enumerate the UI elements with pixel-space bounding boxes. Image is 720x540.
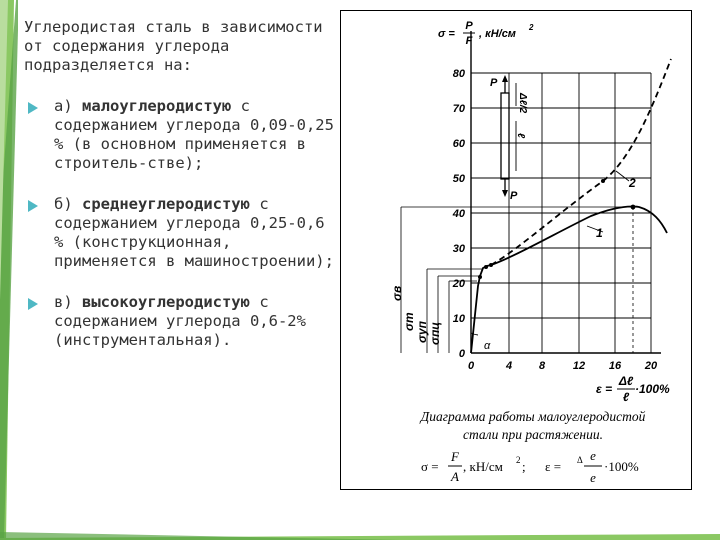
stress-strain-figure bbox=[340, 10, 692, 490]
svg-text:;: ; bbox=[522, 459, 526, 474]
y-tick-label: 0 bbox=[458, 348, 465, 360]
y-tick-label: 40 bbox=[452, 208, 465, 220]
y-tick-labels bbox=[452, 68, 466, 360]
x-axis-label bbox=[596, 374, 670, 404]
x-tick-label: 20 bbox=[644, 360, 658, 372]
svg-text:2: 2 bbox=[516, 455, 521, 465]
item-description: с содержанием углерода 0,09-0,25 % (в основном применяется в строитель-стве); bbox=[54, 97, 334, 172]
decorative-bottom-stripes bbox=[0, 520, 720, 540]
curve-2-label: 2 bbox=[629, 176, 636, 190]
svg-text:σ =: σ = bbox=[421, 459, 439, 474]
figure-caption bbox=[419, 409, 646, 442]
item-prefix: а) bbox=[54, 97, 82, 115]
curve-1-label: 1 bbox=[596, 226, 603, 240]
y-tick-label: 30 bbox=[452, 243, 465, 255]
svg-text:2: 2 bbox=[529, 23, 534, 32]
curve-markers bbox=[478, 179, 635, 279]
sigma-yield-label: σт bbox=[402, 312, 416, 331]
svg-text:F: F bbox=[465, 35, 473, 47]
specimen-elongation-label: Δℓ/2 bbox=[517, 93, 528, 114]
decorative-left-stripes bbox=[0, 0, 18, 540]
item-term: высокоуглеродистую bbox=[82, 293, 250, 311]
item-term: малоуглеродистую bbox=[82, 97, 232, 115]
arrow-bullet-icon bbox=[28, 102, 38, 114]
sigma-ultimate-label: σв bbox=[390, 285, 404, 301]
item-prefix: б) bbox=[54, 195, 82, 213]
alpha-label: α bbox=[484, 340, 491, 352]
caption-line-1: Диаграмма работы малоуглеродистой bbox=[420, 409, 646, 424]
list-item-high-carbon bbox=[24, 293, 342, 350]
y-tick-label: 70 bbox=[452, 103, 465, 115]
svg-text:e: e bbox=[590, 448, 596, 463]
svg-text:ℓ: ℓ bbox=[622, 390, 630, 404]
sigma-elastic-label: σуп bbox=[415, 321, 429, 343]
x-tick-label: 8 bbox=[538, 360, 546, 372]
x-tick-label: 16 bbox=[608, 360, 622, 372]
x-tick-labels bbox=[468, 360, 658, 372]
item-prefix: в) bbox=[54, 293, 82, 311]
item-term: среднеуглеродистую bbox=[82, 195, 250, 213]
y-axis-label bbox=[438, 20, 534, 47]
svg-text:Δℓ: Δℓ bbox=[618, 374, 634, 388]
intro-paragraph: Углеродистая сталь в зависимости от содержания углерода подразделяется на: bbox=[24, 18, 323, 74]
x-tick-label: 12 bbox=[572, 360, 586, 372]
arrow-bullet-icon bbox=[28, 200, 38, 212]
curve-1-solid bbox=[471, 206, 667, 353]
specimen-force-label: P bbox=[510, 190, 518, 202]
svg-text:·100%: ·100% bbox=[635, 382, 670, 396]
svg-text:P: P bbox=[465, 20, 473, 32]
sigma-proportional-label: σпц bbox=[428, 321, 442, 345]
item-description: с содержанием углерода 0,6-2% (инструментальная). bbox=[54, 293, 306, 349]
svg-text:A: A bbox=[451, 469, 459, 484]
x-tick-label: 4 bbox=[505, 360, 513, 372]
slide-text bbox=[24, 18, 342, 372]
arrow-bullet-icon bbox=[28, 298, 38, 310]
y-tick-label: 20 bbox=[452, 278, 465, 290]
formula bbox=[421, 448, 639, 485]
y-tick-label: 50 bbox=[452, 173, 465, 185]
list-item-medium-carbon bbox=[24, 195, 342, 271]
svg-text:, кН/см: , кН/см bbox=[479, 28, 516, 40]
curve-2-dashed bbox=[491, 59, 671, 265]
svg-text:ε =: ε = bbox=[596, 382, 613, 396]
y-tick-label: 60 bbox=[452, 138, 465, 150]
svg-text:F: F bbox=[451, 449, 459, 464]
svg-text:σ =: σ = bbox=[438, 28, 455, 40]
specimen-force-label: P bbox=[490, 77, 498, 89]
svg-text:ε =: ε = bbox=[545, 459, 562, 474]
svg-text:·100%: ·100% bbox=[604, 459, 639, 474]
list-item-low-carbon bbox=[24, 97, 342, 173]
caption-line-2: стали при растяжении. bbox=[463, 427, 603, 442]
y-tick-label: 80 bbox=[452, 68, 465, 80]
x-tick-label: 0 bbox=[467, 360, 475, 372]
y-tick-label: 10 bbox=[452, 313, 465, 325]
grid bbox=[471, 73, 651, 353]
specimen-length-label: ℓ bbox=[515, 133, 526, 139]
item-description: с содержанием углерода 0,25-0,6 % (конструкционная, применяется в машиностроении); bbox=[54, 195, 334, 270]
svg-text:e: e bbox=[590, 470, 596, 485]
svg-text:Δ: Δ bbox=[577, 455, 583, 465]
sigma-level-labels bbox=[390, 286, 442, 345]
svg-text:, кН/см: , кН/см bbox=[463, 459, 503, 474]
